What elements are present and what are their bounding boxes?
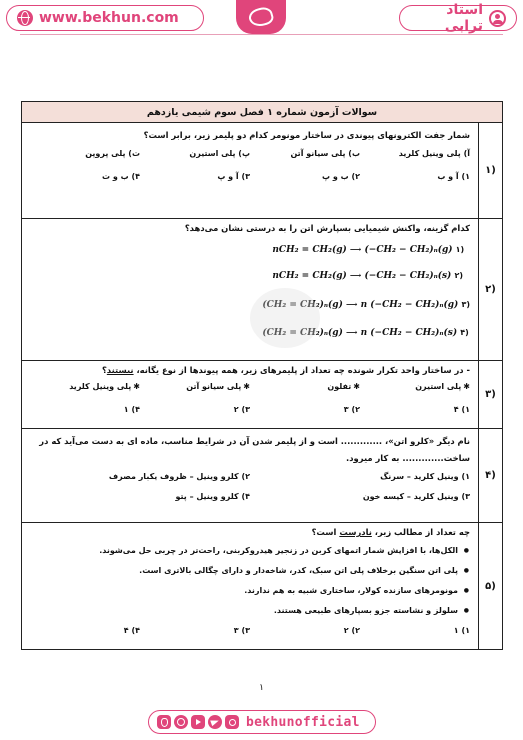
- list-item: ● الکل‌ها، با افزایش شمار اتمهای کربن در زنجیر هیدروکربنی، راحت‌تر در چربی حل می‌شوند.: [30, 546, 458, 557]
- website-link[interactable]: [6, 5, 204, 31]
- social-handle: bekhunofficial: [246, 714, 360, 730]
- equation-number: ۲): [454, 271, 463, 281]
- arrow-icon: ⟶: [346, 326, 358, 337]
- answer-option[interactable]: ۱) آ و ب: [437, 172, 470, 182]
- answer-option[interactable]: ۳) ۳: [233, 625, 250, 635]
- exam-table: [21, 101, 503, 650]
- answer-option[interactable]: ۴) ب و ت: [102, 172, 140, 182]
- question-cell: [22, 429, 478, 522]
- youtube-icon[interactable]: [191, 715, 205, 729]
- question-cell: [22, 123, 478, 218]
- list-item: ● سلولز و نشاسته جزو بسپارهای طبیعی هستند.: [30, 606, 458, 617]
- telegram-icon[interactable]: [208, 715, 222, 729]
- question-number: ۳): [478, 361, 502, 428]
- answer-options: [30, 626, 470, 637]
- equation-rhs: (−CH₂ − CH₂)ₙ(g): [364, 245, 453, 256]
- answer-option[interactable]: ۱) ۴: [453, 405, 470, 415]
- item: ب) پلی سیانو آتن: [290, 149, 360, 159]
- answer-option[interactable]: ۳) ۲: [233, 405, 250, 415]
- answer-options: [30, 172, 470, 183]
- answer-option[interactable]: ۳) وینیل کلرید – کیسه خون: [362, 492, 470, 502]
- question-text: نام دیگر «کلرو اتن»، ............. است و از پلیمر شدن آن در شرایط مناسب، ماده ای به دست می‌آید که در ساخت............. به کار میرود.: [39, 436, 470, 463]
- arrow-icon: ⟶: [349, 244, 362, 255]
- answer-option[interactable]: ۲) ۳: [343, 405, 360, 415]
- equation-rhs: n (−CH₂ − CH₂)ₙ(s): [360, 327, 458, 338]
- question-cell: [22, 523, 478, 649]
- item: ت) پلی پروپن: [85, 149, 140, 159]
- question-cell: [14, 219, 478, 360]
- exam-title-row: [22, 102, 502, 122]
- equation-rhs: (−CH₂ − CH₂)ₙ(s): [364, 271, 452, 282]
- answer-option[interactable]: ۲) کلرو وینیل – ظروف یکبار مصرف: [108, 471, 250, 481]
- exam-title: سوالات آزمون شماره ۱ فصل سوم شیمی یازدهم: [146, 106, 378, 118]
- question-number: ۴): [478, 429, 502, 522]
- list-item: ● پلی اتن سنگین برخلاف پلی اتن سبک، کدر، شاخه‌دار و دارای چگالی بالاتری است.: [30, 566, 458, 577]
- social-footer: [148, 710, 376, 734]
- asterisk-icon: ✱: [243, 382, 250, 392]
- website-url: www.bekhun.com: [39, 10, 179, 26]
- equation-number: ۳): [461, 299, 470, 309]
- item: ✱پلی سیانو آتن: [186, 382, 250, 392]
- answer-option[interactable]: ۱) ۱: [453, 625, 470, 635]
- question-emphasis: نیستند: [106, 365, 134, 375]
- item: ✱تفلون: [327, 382, 360, 392]
- page-header: [0, 0, 523, 36]
- question-row-4: [22, 428, 502, 522]
- equation-lhs: (CH₂ = CH₂)ₙ(g): [262, 299, 343, 310]
- header-divider: [20, 34, 503, 35]
- teacher-badge: [399, 2, 517, 34]
- item: پ) پلی استیرن: [189, 149, 250, 159]
- watermark-logo: [250, 288, 320, 348]
- item: آ) پلی وینیل کلرید: [398, 149, 470, 159]
- question-items: [30, 149, 470, 160]
- question-row-3: [22, 360, 502, 428]
- answer-option[interactable]: ۴) کلرو وینیل – پتو: [175, 492, 250, 502]
- item: ✱پلی استیرن: [415, 382, 470, 392]
- answer-option[interactable]: ۴) ۱: [123, 405, 140, 415]
- question-number: ۲): [478, 219, 502, 360]
- asterisk-icon: ✱: [353, 382, 360, 392]
- asterisk-icon: ✱: [463, 382, 470, 392]
- question-cell: [22, 361, 478, 428]
- brand-logo: [236, 0, 286, 34]
- question-emphasis: نادرست: [339, 527, 372, 537]
- answer-option[interactable]: ۲) ب و پ: [322, 172, 360, 182]
- equation-lhs: nCH₂ = CH₂(g): [272, 245, 347, 256]
- teacher-name: استاد ترابی: [444, 2, 483, 34]
- item: ✱پلی وینیل کلرید: [69, 382, 140, 392]
- user-icon: [489, 10, 506, 27]
- arrow-icon: ⟶: [349, 270, 362, 281]
- answer-option[interactable]: ۴) ۴: [123, 625, 140, 635]
- page-number: ۱: [259, 683, 264, 693]
- answer-options: [30, 405, 470, 416]
- aparat-icon[interactable]: [174, 715, 188, 729]
- question-text: - در ساختار واحد تکرار شونده چه تعداد از پلیمرهای زیر، همه پیوندها از نوع یگانه، نیستند؟: [101, 365, 470, 375]
- equation-option[interactable]: [22, 327, 470, 339]
- statement-list: [30, 546, 470, 616]
- instagram-icon[interactable]: [225, 715, 239, 729]
- question-row-1: [22, 122, 502, 218]
- equation-rhs: n (−CH₂ − CH₂)ₙ(g): [360, 299, 459, 310]
- answer-option[interactable]: ۲) ۲: [343, 625, 360, 635]
- question-text: شمار جفت الکترونهای پیوندی در ساختار مونومر کدام دو پلیمر زیر، برابر است؟: [143, 130, 470, 140]
- answer-option[interactable]: ۱) وینیل کلرید – سرنگ: [380, 471, 470, 481]
- arrow-icon: ⟶: [346, 298, 358, 309]
- podcast-icon[interactable]: [157, 715, 171, 729]
- equation-lhs: nCH₂ = CH₂(g): [272, 271, 347, 282]
- globe-icon: [17, 10, 33, 26]
- equation-number: ۱): [455, 245, 465, 255]
- equation-option[interactable]: [22, 270, 470, 282]
- logo-icon: [247, 5, 275, 29]
- question-text: چه تعداد از مطالب زیر، نادرست است؟: [311, 527, 470, 537]
- question-number: ۵): [478, 523, 502, 649]
- equation-option[interactable]: [22, 244, 470, 256]
- list-item: ● مونومرهای سازنده کولار، ساختاری شبیه به هم ندارند.: [30, 586, 458, 597]
- question-number: ۱): [478, 123, 502, 218]
- equation-number: ۴): [460, 327, 469, 337]
- equation-option[interactable]: [22, 299, 470, 311]
- asterisk-icon: ✱: [133, 382, 140, 392]
- answer-options: [30, 492, 470, 503]
- question-items: [30, 382, 470, 393]
- question-row-5: [22, 522, 502, 649]
- answer-options: [30, 472, 470, 483]
- equation-lhs: (CH₂ = CH₂)ₙ(g): [262, 327, 343, 338]
- answer-option[interactable]: ۳) آ و پ: [217, 172, 250, 182]
- question-text: کدام گزینه، واکنش شیمیایی بسپارش اتن را به درستی نشان می‌دهد؟: [184, 223, 470, 233]
